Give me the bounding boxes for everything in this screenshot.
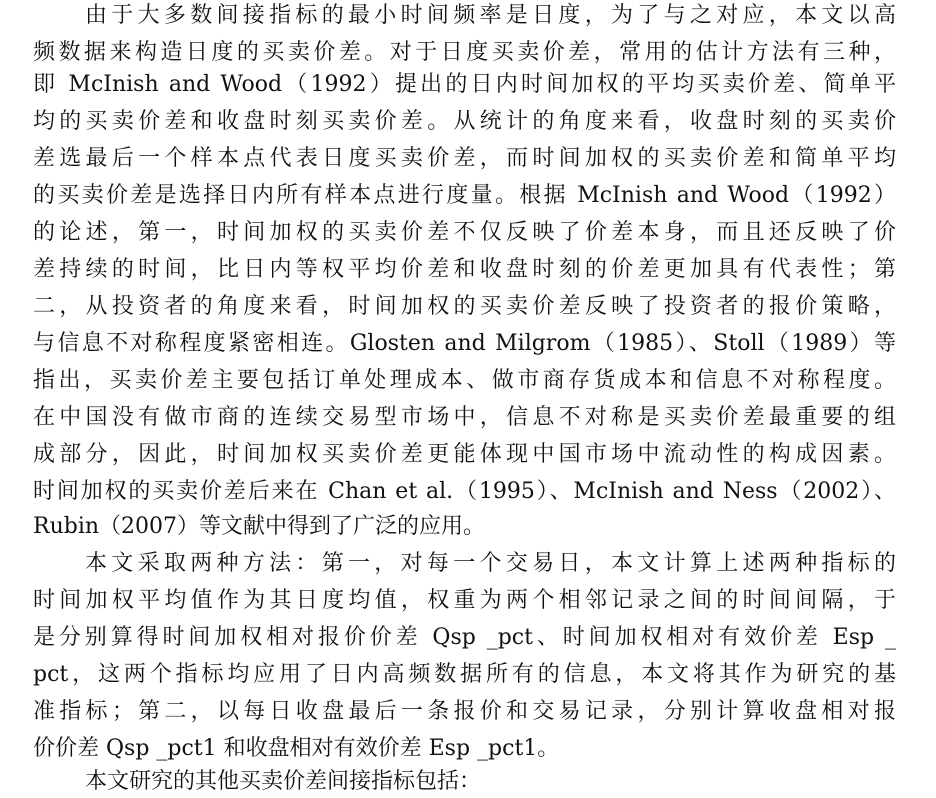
text-line: 差选最后一个样本点代表日度买卖价差，而时间加权的买卖价差和简单平均 [33,146,896,171]
text-line: 准指标；第二，以每日收盘最后一条报价和交易记录，分别计算收盘相对报 [33,699,896,724]
text-line: 差持续的时间，比日内等权平均价差和收盘时刻的价差更加具有代表性；第 [33,257,896,282]
text-line: 成部分，因此，时间加权买卖价差更能体现中国市场中流动性的构成因素。 [33,442,896,467]
text-line: 时间加权平均值作为其日度均值，权重为两个相邻记录之间的时间间隔，于 [33,588,896,613]
text-line: 即 McInish and Wood（1992）提出的日内时间加权的平均买卖价差、简单平 [33,72,896,97]
text-line: 与信息不对称程度紧密相连。Glosten and Milgrom（1985）、Stoll（1989）等 [33,331,896,356]
text-line: 本文采取两种方法：第一，对每一个交易日，本文计算上述两种指标的 [85,551,896,576]
text-line: pct，这两个指标均应用了日内高频数据所有的信息，本文将其作为研究的基 [33,662,896,687]
text-line: 是分别算得时间加权相对报价价差 Qsp _pct、时间加权相对有效价差 Esp _ [33,625,896,650]
text-line: 由于大多数间接指标的最小时间频率是日度，为了与之对应，本文以高 [85,3,896,28]
text-line: 价价差 Qsp _pct1 和收盘相对有效价差 Esp _pct1。 [33,736,560,761]
text-line: 时间加权的买卖价差后来在 Chan et al.（1995）、McInish and Ness（2002）、 [33,479,896,504]
text-line: 频数据来构造日度的买卖价差。对于日度买卖价差，常用的估计方法有三种， [33,40,896,65]
text-line: 指出，买卖价差主要包括订单处理成本、做市商存货成本和信息不对称程度。 [33,368,896,393]
text-line: 二，从投资者的角度来看，时间加权的买卖价差反映了投资者的报价策略， [33,294,896,319]
text-line: 在中国没有做市商的连续交易型市场中，信息不对称是买卖价差最重要的组 [33,405,896,430]
text-line: 的论述，第一，时间加权的买卖价差不仅反映了价差本身，而且还反映了价 [33,220,896,245]
text-line: Rubin（2007）等文献中得到了广泛的应用。 [33,514,486,539]
text-line: 本文研究的其他买卖价差间接指标包括： [85,769,482,794]
text-line: 均的买卖价差和收盘时刻买卖价差。从统计的角度来看，收盘时刻的买卖价 [33,109,896,134]
text-line: 的买卖价差是选择日内所有样本点进行度量。根据 McInish and Wood（1992） [33,183,896,208]
